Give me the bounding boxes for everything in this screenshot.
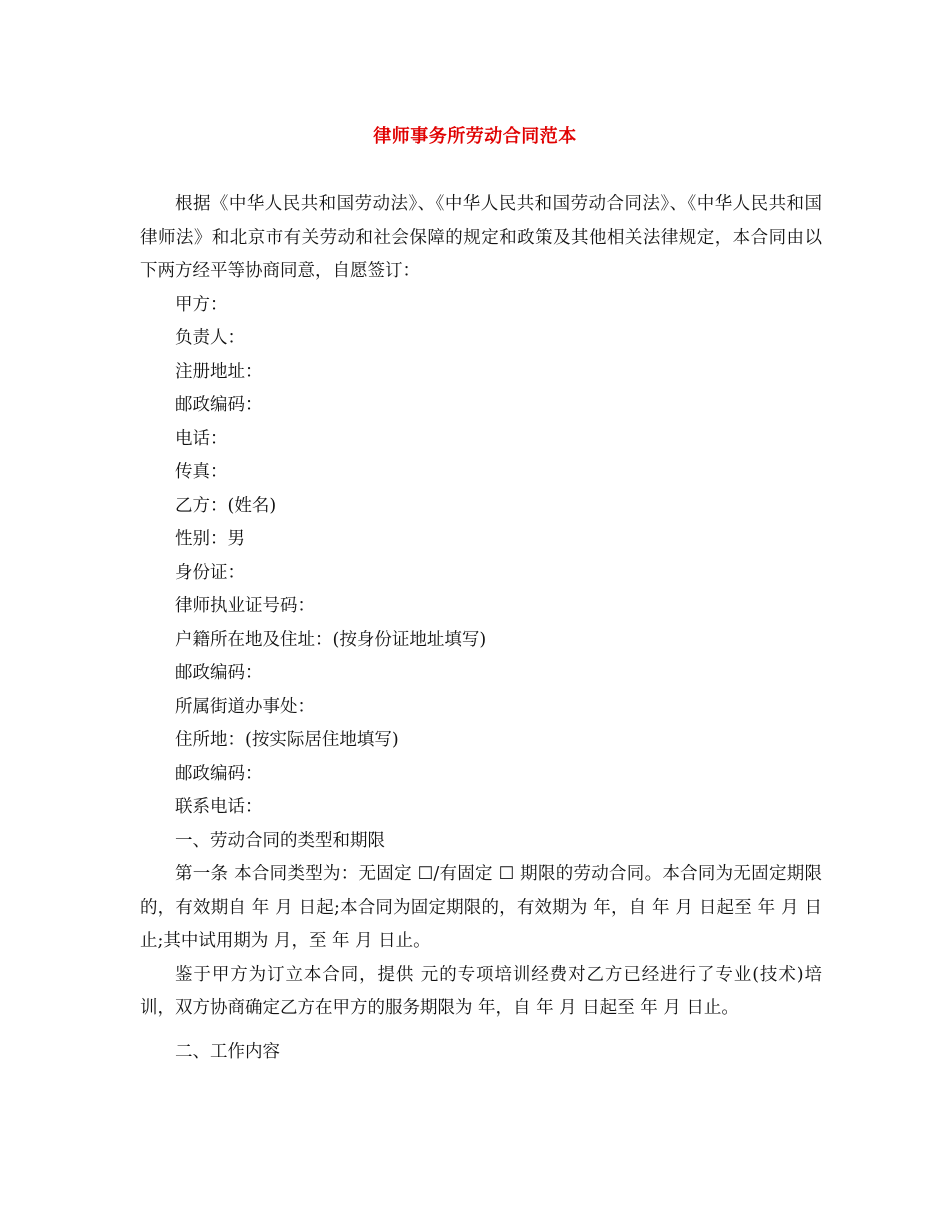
field-postal-code-a: 邮政编码：: [175, 395, 263, 415]
field-party-b: 乙方：(姓名): [175, 495, 277, 516]
field-registered-address: 注册地址：: [175, 361, 263, 382]
intro-paragraph: 根据《中华人民共和国劳动法》、《中华人民共和国劳动合同法》、《中华人民共和国律师法》和北京市有关劳动和社会保障的规定和政策及其他相关法律规定，本合同由以下两方经平等协商同意，自愿签订：: [140, 194, 822, 281]
field-street-office: 所属街道办事处：: [175, 696, 315, 717]
field-id-card: 身份证：: [175, 562, 245, 583]
field-gender: 性别：男: [175, 529, 245, 549]
article-one-paragraph: 第一条 本合同类型为：无固定 ☐/有固定 ☐ 期限的劳动合同。本合同为无固定期限的，有效期自 年 月 日起;本合同为固定期限的，有效期为 年，自 年 月 日起至 年 月 日止;其中试用期为 月，至 年 月 日止。: [140, 864, 822, 951]
document-title: 律师事务所劳动合同范本: [373, 126, 577, 147]
field-household-address: 户籍所在地及住址：(按身份证地址填写): [175, 629, 487, 650]
section-two-heading: 二、工作内容: [175, 1041, 280, 1062]
field-residence: 住所地：(按实际居住地填写): [175, 730, 399, 750]
field-phone-a: 电话：: [175, 428, 228, 449]
field-responsible-person: 负责人：: [175, 328, 245, 348]
field-lawyer-license: 律师执业证号码：: [175, 596, 315, 616]
field-party-a: 甲方：: [175, 294, 228, 315]
field-postal-code-b2: 邮政编码：: [175, 763, 263, 784]
field-fax-a: 传真：: [175, 462, 228, 482]
field-contact-phone: 联系电话：: [175, 797, 263, 817]
training-clause-paragraph: 鉴于甲方为订立本合同，提供 元的专项培训经费对乙方已经进行了专业(技术)培训，双方协商确定乙方在甲方的服务期限为 年，自 年 月 日起至 年 月 日止。: [140, 964, 822, 1018]
section-one-heading: 一、劳动合同的类型和期限: [175, 830, 385, 851]
field-postal-code-b1: 邮政编码：: [175, 663, 263, 683]
document-body: [140, 188, 822, 1069]
